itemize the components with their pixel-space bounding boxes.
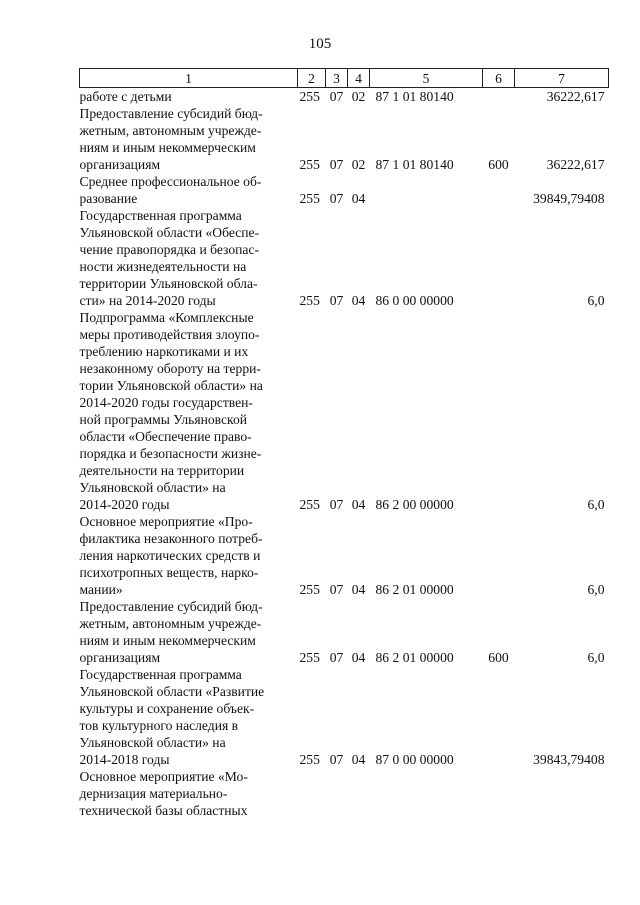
name-line: Ульяновской области» на [79,735,226,750]
cell-rz: 07 [329,89,344,104]
cell-pr: 04 [351,650,366,665]
cell-name [80,105,298,173]
cell-sum [515,768,609,819]
cell-sum: 6,0 [587,497,605,512]
cell-rz: 07 [329,752,344,767]
cell-name [80,309,298,513]
cell-sum: 36222,617 [546,89,605,104]
cell-gr: 255 [299,497,320,512]
cell-cs [370,173,483,207]
cell-cs: 87 0 00 00000 [375,752,454,767]
budget-table [79,68,609,819]
cell-rz [326,768,348,819]
cell-pr [348,768,370,819]
cell-rz: 07 [329,582,344,597]
table-row [80,207,609,309]
name-line: Среднее профессиональное об- [79,174,262,189]
name-line: 2014-2018 годы [79,752,170,767]
name-line: организациям [79,157,161,172]
cell-cs: 86 0 00 00000 [375,293,454,308]
table-row [80,88,609,106]
cell-pr: 04 [351,293,366,308]
name-line: Ульяновской области «Развитие [79,684,265,699]
name-line: территории Ульяновской обла- [79,276,258,291]
cell-sum: 36222,617 [546,157,605,172]
table-row [80,513,609,598]
name-line: Подпрограмма «Комплексные [79,310,254,325]
cell-rz: 07 [329,293,344,308]
table-row [80,105,609,173]
cell-cs: 86 2 01 00000 [375,582,454,597]
name-line: психотропных веществ, нарко- [79,565,259,580]
cell-pr: 04 [351,582,366,597]
cell-name [80,598,298,666]
col-header-name: 1 [80,69,298,88]
col-header-vr: 6 [483,69,515,88]
name-line: разование [79,191,138,206]
name-line: меры противодействия злоупо- [79,327,260,342]
cell-vr [483,88,515,106]
name-line: организациям [79,650,161,665]
name-line: Предоставление субсидий бюд- [79,599,263,614]
name-line: тов культурного наследия в [79,718,239,733]
name-line: дернизация материально- [79,786,228,801]
cell-pr: 04 [351,497,366,512]
name-line: ности жизнедеятельности на [79,259,247,274]
cell-cs: 86 2 01 00000 [375,650,454,665]
name-line: работе с детьми [79,89,172,104]
name-line: незаконному обороту на терри- [79,361,261,376]
name-line: Государственная программа [79,667,242,682]
col-header-sum: 7 [515,69,609,88]
table-row [80,598,609,666]
name-line: Ульяновской области «Обеспе- [79,225,260,240]
table-row [80,768,609,819]
cell-name [80,666,298,768]
cell-name [80,173,298,207]
cell-name [80,207,298,309]
name-line: Государственная программа [79,208,242,223]
cell-cs: 87 1 01 80140 [375,89,454,104]
cell-vr [483,173,515,207]
name-line: ниям и иным некоммерческим [79,140,256,155]
name-line: технической базы областных [79,803,248,818]
cell-gr: 255 [299,582,320,597]
name-line: Ульяновской области» на [79,480,226,495]
name-line: ниям и иным некоммерческим [79,633,256,648]
cell-sum: 6,0 [587,582,605,597]
table-row [80,666,609,768]
header-row [80,69,609,88]
name-line: порядка и безопасности жизне- [79,446,262,461]
name-line: мании» [79,582,123,597]
cell-pr: 04 [351,191,366,206]
name-line: Предоставление субсидий бюд- [79,106,263,121]
table-row [80,173,609,207]
name-line: треблению наркотиками и их [79,344,249,359]
cell-sum: 6,0 [587,650,605,665]
name-line: деятельности на территории [79,463,245,478]
name-line: ления наркотических средств и [79,548,261,563]
cell-sum: 6,0 [587,293,605,308]
cell-gr: 255 [299,650,320,665]
cell-vr: 600 [488,650,509,665]
cell-vr [483,513,515,598]
cell-gr: 255 [299,89,320,104]
name-line: жетным, автономным учрежде- [79,616,262,631]
page-number: 105 [308,36,332,52]
name-line: филактика незаконного потреб- [79,531,263,546]
cell-pr: 02 [351,89,366,104]
name-line: Основное мероприятие «Про- [79,514,253,529]
col-header-cs: 5 [370,69,483,88]
cell-sum: 39843,79408 [533,752,605,767]
cell-vr [483,207,515,309]
cell-pr: 04 [351,752,366,767]
cell-gr: 255 [299,191,320,206]
name-line: ной программы Ульяновской [79,412,248,427]
name-line: жетным, автономным учрежде- [79,123,262,138]
cell-vr [483,309,515,513]
cell-gr: 255 [299,752,320,767]
table-row [80,309,609,513]
col-header-gr: 2 [298,69,326,88]
cell-name [80,768,298,819]
cell-name [80,513,298,598]
cell-gr [298,768,326,819]
cell-rz: 07 [329,157,344,172]
name-line: 2014-2020 годы [79,497,170,512]
cell-cs [370,768,483,819]
name-line: культуры и сохранение объек- [79,701,255,716]
cell-name [80,88,298,106]
cell-cs: 86 2 00 00000 [375,497,454,512]
cell-pr: 02 [351,157,366,172]
cell-vr [483,666,515,768]
cell-rz: 07 [329,497,344,512]
name-line: чение правопорядка и безопас- [79,242,260,257]
name-line: сти» на 2014-2020 годы [79,293,216,308]
cell-rz: 07 [329,191,344,206]
name-line: 2014-2020 годы государствен- [79,395,253,410]
cell-gr: 255 [299,157,320,172]
cell-cs: 87 1 01 80140 [375,157,454,172]
name-line: тории Ульяновской области» на [79,378,263,393]
cell-rz: 07 [329,650,344,665]
table-body [80,88,609,820]
cell-vr: 600 [488,157,509,172]
col-header-pr: 4 [348,69,370,88]
name-line: области «Обеспечение право- [79,429,252,444]
cell-vr [483,768,515,819]
cell-sum: 39849,79408 [533,191,605,206]
col-header-rz: 3 [326,69,348,88]
name-line: Основное мероприятие «Мо- [79,769,248,784]
cell-gr: 255 [299,293,320,308]
